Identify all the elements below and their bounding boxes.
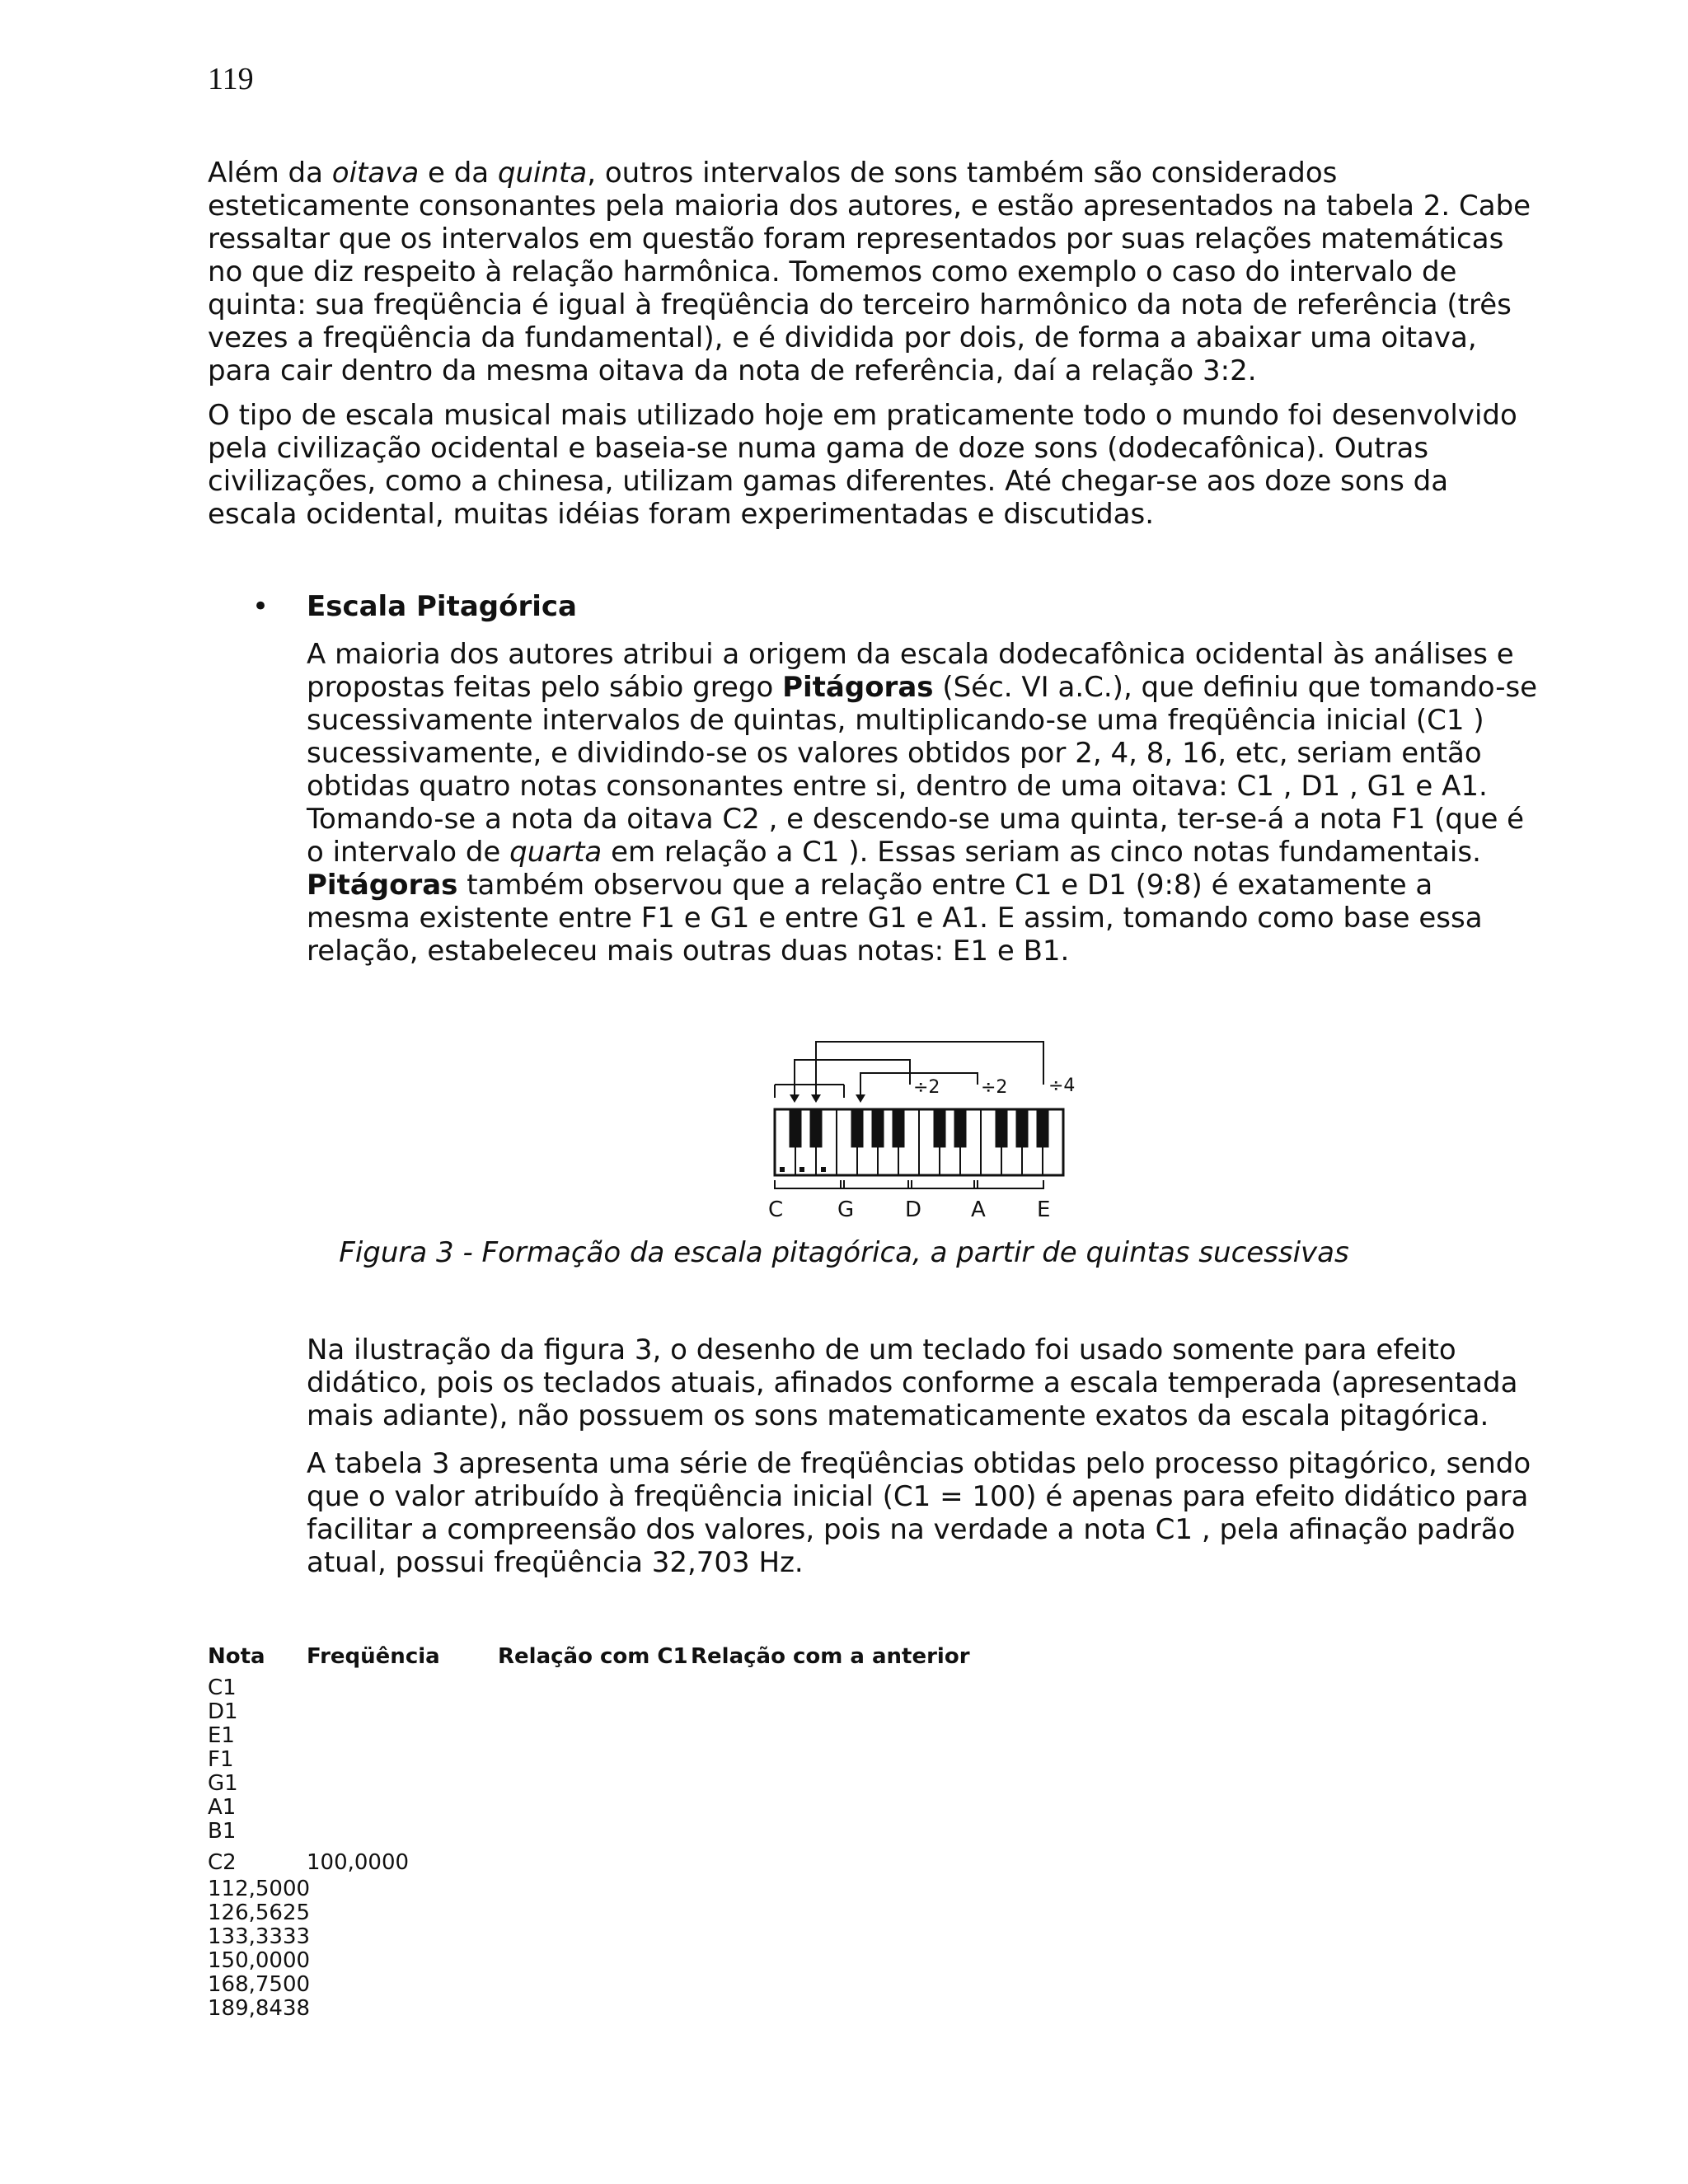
paragraph-pythagoras — [307, 638, 1543, 968]
note-label: C — [768, 1197, 784, 1222]
table-cell-note: G1 — [208, 1771, 238, 1796]
table-cell-note: A1 — [208, 1795, 237, 1820]
text-run: A maioria dos autores atribui a origem da escala dodecafônica ocidental às análises e propostas feitas pelo sábio grego — [307, 638, 1514, 704]
table-cell-note: E1 — [208, 1723, 235, 1748]
section-heading: Escala Pitagórica — [307, 590, 577, 623]
table-cell-note: C1 — [208, 1675, 237, 1700]
text-run: em relação a C1 ). Essas seriam as cinco notas fundamentais. — [602, 836, 1481, 869]
text-run: , outros intervalos de sons também são considerados esteticamente consonantes pela maioria dos autores, e estão apresentados na tabela 2. Cabe ressaltar que os intervalos em questão foram representados por suas relações matemáticas no que diz respeito à relação harmônica. Tomemos como exemplo o caso do intervalo de quinta: sua freqüência é igual à freqüência do terceiro harmônico da nota de referência (três vezes a freqüência da fundamental), e é dividida por dois, de forma a abaixar uma oitava, para cair dentro da mesma oitava da nota de referência, daí a relação 3:2. — [208, 157, 1531, 387]
black-key — [810, 1109, 823, 1147]
black-key — [996, 1109, 1008, 1147]
italic-term-oitava: oitava — [331, 157, 420, 190]
bracket-bottom — [775, 1180, 844, 1188]
table-cell-frequency: 126,5625 — [208, 1900, 311, 1925]
black-key — [872, 1109, 884, 1147]
paragraph-table-intro: A tabela 3 apresenta uma série de freqüências obtidas pelo processo pitagórico, sendo que o valor atribuído à freqüência inicial (C1 = 100) é apenas para efeito didático para facilitar a compreensão dos valores, pois na verdade a nota C1 , pela afinação padrão atual, possui freqüência 32,703 Hz. — [307, 1447, 1531, 1579]
table-cell-note: D1 — [208, 1699, 238, 1724]
black-key — [934, 1109, 946, 1147]
black-key — [851, 1109, 864, 1147]
black-key — [893, 1109, 905, 1147]
arrow-head — [856, 1094, 865, 1103]
table-header-relacao-anterior: Relação com a anterior — [691, 1644, 970, 1669]
bracket-bottom — [974, 1180, 1043, 1188]
table-cell-frequency: 100,0000 — [307, 1850, 410, 1875]
table-header-nota: Nota — [208, 1644, 265, 1669]
table-cell-note: B1 — [208, 1819, 237, 1844]
table-frequency-column — [208, 1877, 310, 2021]
bold-name-pitagoras: Pitágoras — [307, 869, 458, 902]
table-header-frequencia: Freqüência — [307, 1644, 440, 1669]
key-marker-dot — [821, 1167, 826, 1172]
arrow-head — [811, 1094, 821, 1103]
note-label: A — [971, 1197, 986, 1222]
label-div2: ÷2 — [981, 1077, 1008, 1098]
arrow-head — [790, 1094, 799, 1103]
note-label: G — [837, 1197, 855, 1222]
italic-term-quarta: quarta — [509, 836, 603, 869]
label-div4: ÷4 — [1048, 1076, 1076, 1096]
black-key — [1016, 1109, 1029, 1147]
paragraph-scale-origin: O tipo de escala musical mais utilizado hoje em praticamente todo o mundo foi desenvolvido pela civilização ocidental e baseia-se numa gama de doze sons (dodecafônica). Outras civilizações, como a chinesa, utilizam gamas diferentes. Até chegar-se aos doze sons da escala ocidental, muitas idéias foram experimentadas e discutidas. — [208, 399, 1517, 531]
table-cell-frequency: 168,7500 — [208, 1972, 311, 1997]
figure-caption: Figura 3 - Formação da escala pitagórica, a partir de quintas sucessivas — [339, 1236, 1349, 1269]
table-cell-frequency: 112,5000 — [208, 1877, 311, 1901]
table-cell-frequency: 150,0000 — [208, 1948, 311, 1973]
table-note-column — [208, 1676, 238, 1844]
bracket-bottom — [908, 1180, 978, 1188]
black-key — [1037, 1109, 1049, 1147]
bracket-div2-a — [795, 1060, 910, 1098]
table-row — [208, 1850, 410, 1875]
bold-name-pitagoras: Pitágoras — [782, 671, 934, 704]
table-header-relacao-c1: Relação com C1 — [498, 1644, 688, 1669]
page-number: 119 — [208, 62, 254, 96]
table-cell-frequency: 133,3333 — [208, 1924, 311, 1949]
bracket-bottom — [841, 1180, 912, 1188]
text-run: Além da — [208, 157, 332, 190]
table-cell-note: C2 — [208, 1850, 237, 1875]
black-key — [790, 1109, 802, 1147]
black-key — [954, 1109, 967, 1147]
text-run: e da — [419, 157, 498, 190]
table-cell-note: F1 — [208, 1747, 234, 1772]
paragraph-keyboard-note: Na ilustração da figura 3, o desenho de um teclado foi usado somente para efeito didático, pois os teclados atuais, afinados conforme a escala temperada (apresentada mais adiante), não possuem os sons matematicamente exatos da escala pitagórica. — [307, 1333, 1518, 1432]
note-label: D — [905, 1197, 922, 1222]
pythagorean-keyboard-diagram — [758, 1035, 1088, 1233]
note-label: E — [1037, 1197, 1051, 1222]
key-marker-dot — [780, 1167, 785, 1172]
bullet-marker: • — [252, 590, 270, 623]
text-run: (Séc. VI a.C.), que definiu que tomando-se sucessivamente intervalos de quintas, multiplicando-se uma freqüência inicial (C1 ) sucessivamente, e dividindo-se os valores obtidos por 2, 4, 8, 16, etc, seriam então obtidas quatro notas consonantes entre si, dentro de uma oitava: C1 , D1 , G1 e A1. Tomando-se a nota da oitava C2 , e descendo-se uma quinta, ter-se-á a nota F1 (que é o intervalo de — [307, 671, 1538, 869]
keyboard — [775, 1109, 1063, 1175]
paragraph-intervals — [208, 157, 1543, 387]
italic-term-quinta: quinta — [497, 157, 588, 190]
key-marker-dot — [799, 1167, 804, 1172]
label-div2: ÷2 — [913, 1077, 940, 1098]
text-run: também observou que a relação entre C1 e D1 (9:8) é exatamente a mesma existente entre F1 e G1 e entre G1 e A1. E assim, tomando como base essa relação, estabeleceu mais outras duas notas: E1 e B1. — [307, 869, 1483, 968]
table-cell-frequency: 189,8438 — [208, 1996, 311, 2021]
